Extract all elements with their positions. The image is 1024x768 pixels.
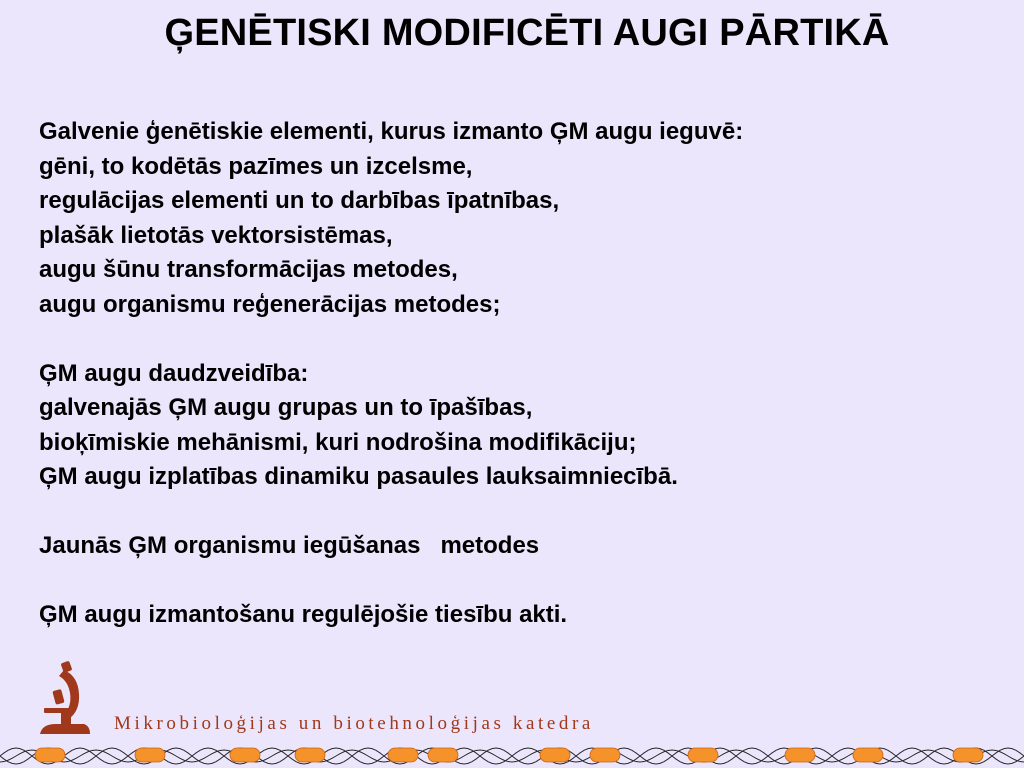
body-line: plašāk lietotās vektorsistēmas, (39, 221, 393, 249)
body-line: augu šūnu transformācijas metodes, (39, 256, 458, 283)
border-bead (785, 748, 815, 762)
department-name: Mikrobioloģijas un biotehnoloģijas katedra (114, 713, 594, 734)
border-bead (688, 748, 718, 762)
border-bead (35, 748, 65, 762)
body-line: Jaunās ĢM organismu iegūšanas metodes (39, 532, 540, 559)
body-line: regulācijas elementi un to darbības īpatnības, (39, 187, 560, 214)
slide-body (39, 115, 999, 633)
body-line (39, 322, 999, 357)
border-bead (428, 748, 458, 762)
border-bead (540, 748, 570, 762)
body-line (39, 495, 999, 530)
body-line: ĢM augu izmantošanu regulējošie tiesību akti. (39, 601, 568, 628)
body-line: gēni, to kodētās pazīmes un izcelsme, (39, 152, 473, 180)
border-bead (853, 748, 883, 762)
body-line: ĢM augu daudzveidība: (39, 359, 309, 387)
border-bead (388, 748, 418, 762)
border-bead (135, 748, 165, 762)
border-bead (590, 748, 620, 762)
body-line: ĢM augu izplatības dinamiku pasaules lauksaimniecībā. (39, 463, 678, 490)
border-bead (230, 748, 260, 762)
microscope-icon (34, 660, 94, 740)
body-line: augu organismu reģenerācijas metodes; (39, 290, 501, 318)
body-line: Galvenie ģenētiskie elementi, kurus izmanto ĢM augu ieguvē: (39, 118, 744, 145)
beaded-wave-border (0, 742, 1024, 768)
border-bead (953, 748, 983, 762)
slide-title: ĢENĒTISKI MODIFICĒTI AUGI PĀRTIKĀ (164, 12, 890, 54)
border-bead (295, 748, 325, 762)
body-line: bioķīmiskie mehānismi, kuri nodrošina modifikāciju; (39, 428, 637, 456)
body-line: galvenajās ĢM augu grupas un to īpašības, (39, 394, 533, 421)
body-line (39, 564, 999, 599)
